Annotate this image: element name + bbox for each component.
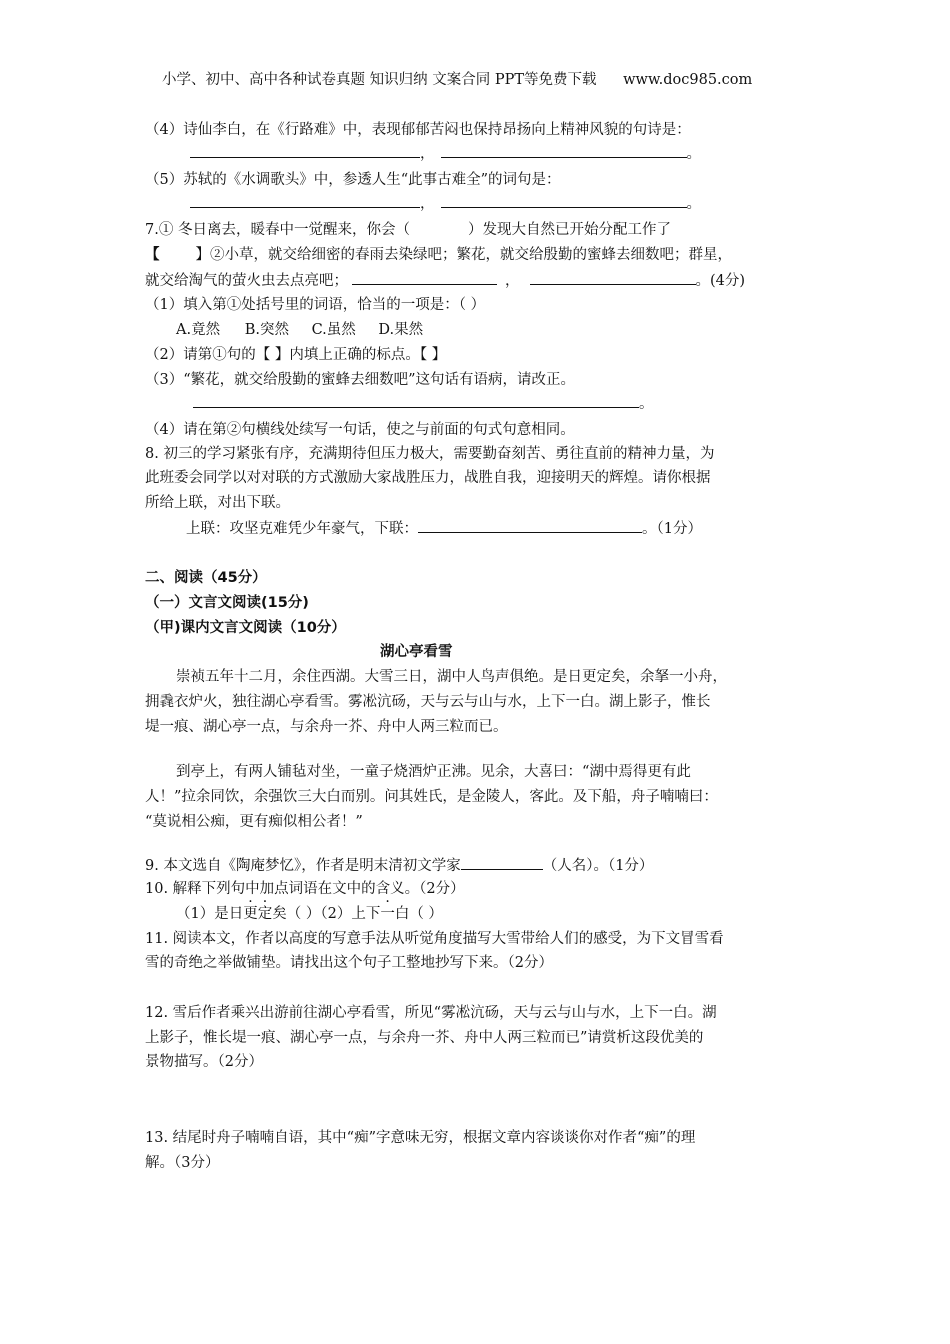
passage-para1-line3: 堤一痕、湖心亭一点，与余舟一芥、舟中人两三粒而已。	[145, 719, 508, 735]
q8-line1: 8. 初三的学习紧张有序，充满期待但压力极大，需要勤奋刻苦、勇往直前的精神力量，为	[145, 446, 715, 462]
q7-blank1[interactable]	[352, 270, 497, 285]
q7-line1	[145, 220, 671, 240]
passage-para1-line1: 崇祯五年十二月，余住西湖。大雪三日，湖中人鸟声俱绝。是日更定矣，余拏一小舟，	[176, 669, 727, 685]
q9	[145, 855, 653, 876]
passage-para2-line1: 到亭上，有两人铺毡对坐，一童子烧酒炉正沸。见余，大喜曰：“湖中焉得更有此	[176, 764, 691, 780]
q6-item5-answer[interactable]	[190, 193, 701, 214]
passage-para2-line2: 人！”拉余同饮，余强饮三大白而别。问其姓氏，是金陵人，客此。及下船，舟子喃喃曰：	[145, 789, 718, 805]
q7-option-c[interactable]: C.虽然	[311, 322, 356, 338]
q7-option-a[interactable]: A.竟然	[176, 322, 221, 338]
q8-couplet-text: 上联：攻坚克难凭少年豪气，下联：	[186, 521, 418, 537]
q6-item4-blank2[interactable]	[441, 143, 687, 158]
q8-line2: 此班委会同学以对对联的方式激励大家战胜压力，战胜自我，迎接明天的辉煌。请你根据	[145, 470, 711, 486]
section2-sub1: （一）文言文阅读(15分)	[145, 595, 309, 611]
q6-item4: （4）诗仙李白，在《行路难》中，表现郁郁苦闷也保持昂扬向上精神风貌的句诗是：	[145, 122, 691, 138]
q10-item2-rest: 白（ ）	[394, 906, 443, 922]
q6-item5: （5）苏轼的《水调歌头》中，参透人生“此事古难全”的词句是：	[145, 172, 561, 188]
header-site[interactable]: www.doc985.com	[623, 72, 753, 88]
q6-item4-comma: ，	[420, 146, 435, 162]
q7-line1-part2: ）发现大自然已开始分配工作了	[467, 222, 671, 238]
q10: 10. 解释下列句中加点词语在文中的含义。（2分）	[145, 881, 465, 897]
q6-item4-blank1[interactable]	[190, 143, 420, 158]
q8-couplet-end: 。（1分）	[642, 521, 702, 537]
q9-text: 9. 本文选自《陶庵梦忆》，作者是明末清初文学家	[145, 858, 461, 874]
section2-sub2: （甲)课内文言文阅读（10分）	[145, 620, 346, 636]
q6-item4-answer[interactable]	[190, 143, 701, 164]
q7-sub2: （2）请第①句的【 】内填上正确的标点。【 】	[145, 347, 447, 363]
q12-line3: 景物描写。（2分）	[145, 1054, 263, 1070]
q12-line2: 上影子，惟长堤一痕、湖心亭一点，与余舟一芥、舟中人两三粒而已”请赏析这段优美的	[145, 1030, 704, 1046]
q8-couplet-blank[interactable]	[418, 518, 642, 533]
q6-item5-blank2[interactable]	[441, 193, 687, 208]
q6-item5-comma: ，	[420, 196, 435, 212]
q7-line2	[145, 245, 732, 265]
q7-line3-end: 。(4分)	[695, 273, 746, 289]
passage-para2-line3: “莫说相公痴，更有痴似相公者！”	[145, 814, 363, 830]
q13-line1: 13. 结尾时舟子喃喃自语，其中“痴”字意味无穷，根据文章内容谈谈你对作者“痴”的理	[145, 1130, 696, 1146]
q9-blank[interactable]	[461, 855, 543, 870]
passage-para1-line2: 拥毳衣炉火，独往湖心亭看雪。雾凇沆砀，天与云与山与水，上下一白。湖上影子，惟长	[145, 694, 711, 710]
q11-line2: 雪的奇绝之举做铺垫。请找出这个句子工整地抄写下来。（2分）	[145, 955, 553, 971]
q7-sub4: （4）请在第②句横线处续写一句话，使之与前面的句式句意相同。	[145, 422, 575, 438]
passage-title: 湖心亭看雪	[380, 644, 453, 660]
header-text: 小学、初中、高中各种试卷真题 知识归纳 文案合同 PPT等免费下载	[162, 72, 597, 88]
q8-couplet	[186, 518, 702, 539]
q12-line1: 12. 雪后作者乘兴出游前往湖心亭看雪，所见“雾凇沆砀，天与云与山与水，上下一白。湖	[145, 1005, 717, 1021]
q7-line2-text: 】②小草，就交给细密的春雨去染绿吧；繁花，就交给殷勤的蜜蜂去细数吧；群星，	[195, 247, 732, 263]
q7-line1-part1: 7.① 冬日离去，暖春中一觉醒来，你会（	[145, 222, 410, 238]
q7-sub3-blank[interactable]	[193, 393, 639, 408]
q7-bracket-open: 【	[145, 247, 160, 263]
q10-dotted-char-2: 定	[257, 906, 273, 922]
q7-sub3-answer[interactable]	[193, 393, 654, 414]
q7-blank2[interactable]	[530, 270, 696, 285]
q7-options	[176, 320, 423, 340]
q10-dotted-char-1: 更	[243, 906, 258, 922]
q7-sub3-period: 。	[639, 396, 654, 412]
q8-line3: 所给上联，对出下联。	[145, 495, 290, 511]
q7-option-d[interactable]: D.果然	[378, 322, 424, 338]
q9-end: （人名）。（1分）	[542, 858, 654, 874]
page-header	[162, 70, 752, 90]
q6-item4-period: 。	[686, 146, 701, 162]
q11-line1: 11. 阅读本文，作者以高度的写意手法从听觉角度描写大雪带给人们的感受，为下文冒雪看	[145, 931, 724, 947]
q6-item5-period: 。	[686, 196, 701, 212]
q7-sub1: （1）填入第①处括号里的词语，恰当的一项是：（ ）	[145, 297, 486, 313]
q13-line2: 解。（3分）	[145, 1155, 220, 1171]
q10-item1-prefix: （1）是日	[176, 906, 244, 922]
section2-title: 二、阅读（45分）	[145, 570, 267, 586]
q7-line3	[145, 270, 745, 291]
q10-dotted-char-3: 一	[380, 906, 395, 922]
q10-items	[176, 904, 443, 924]
q10-item1-rest: 矣（ ）（2）上下	[272, 906, 381, 922]
q6-item5-blank1[interactable]	[190, 193, 420, 208]
q7-option-b[interactable]: B.突然	[244, 322, 289, 338]
q7-line3-text: 就交给淘气的萤火虫去点亮吧；	[145, 273, 348, 289]
q7-sub3: （3）“繁花，就交给殷勤的蜜蜂去细数吧”这句话有语病，请改正。	[145, 372, 576, 388]
q7-line3-comma: ，	[505, 273, 520, 289]
